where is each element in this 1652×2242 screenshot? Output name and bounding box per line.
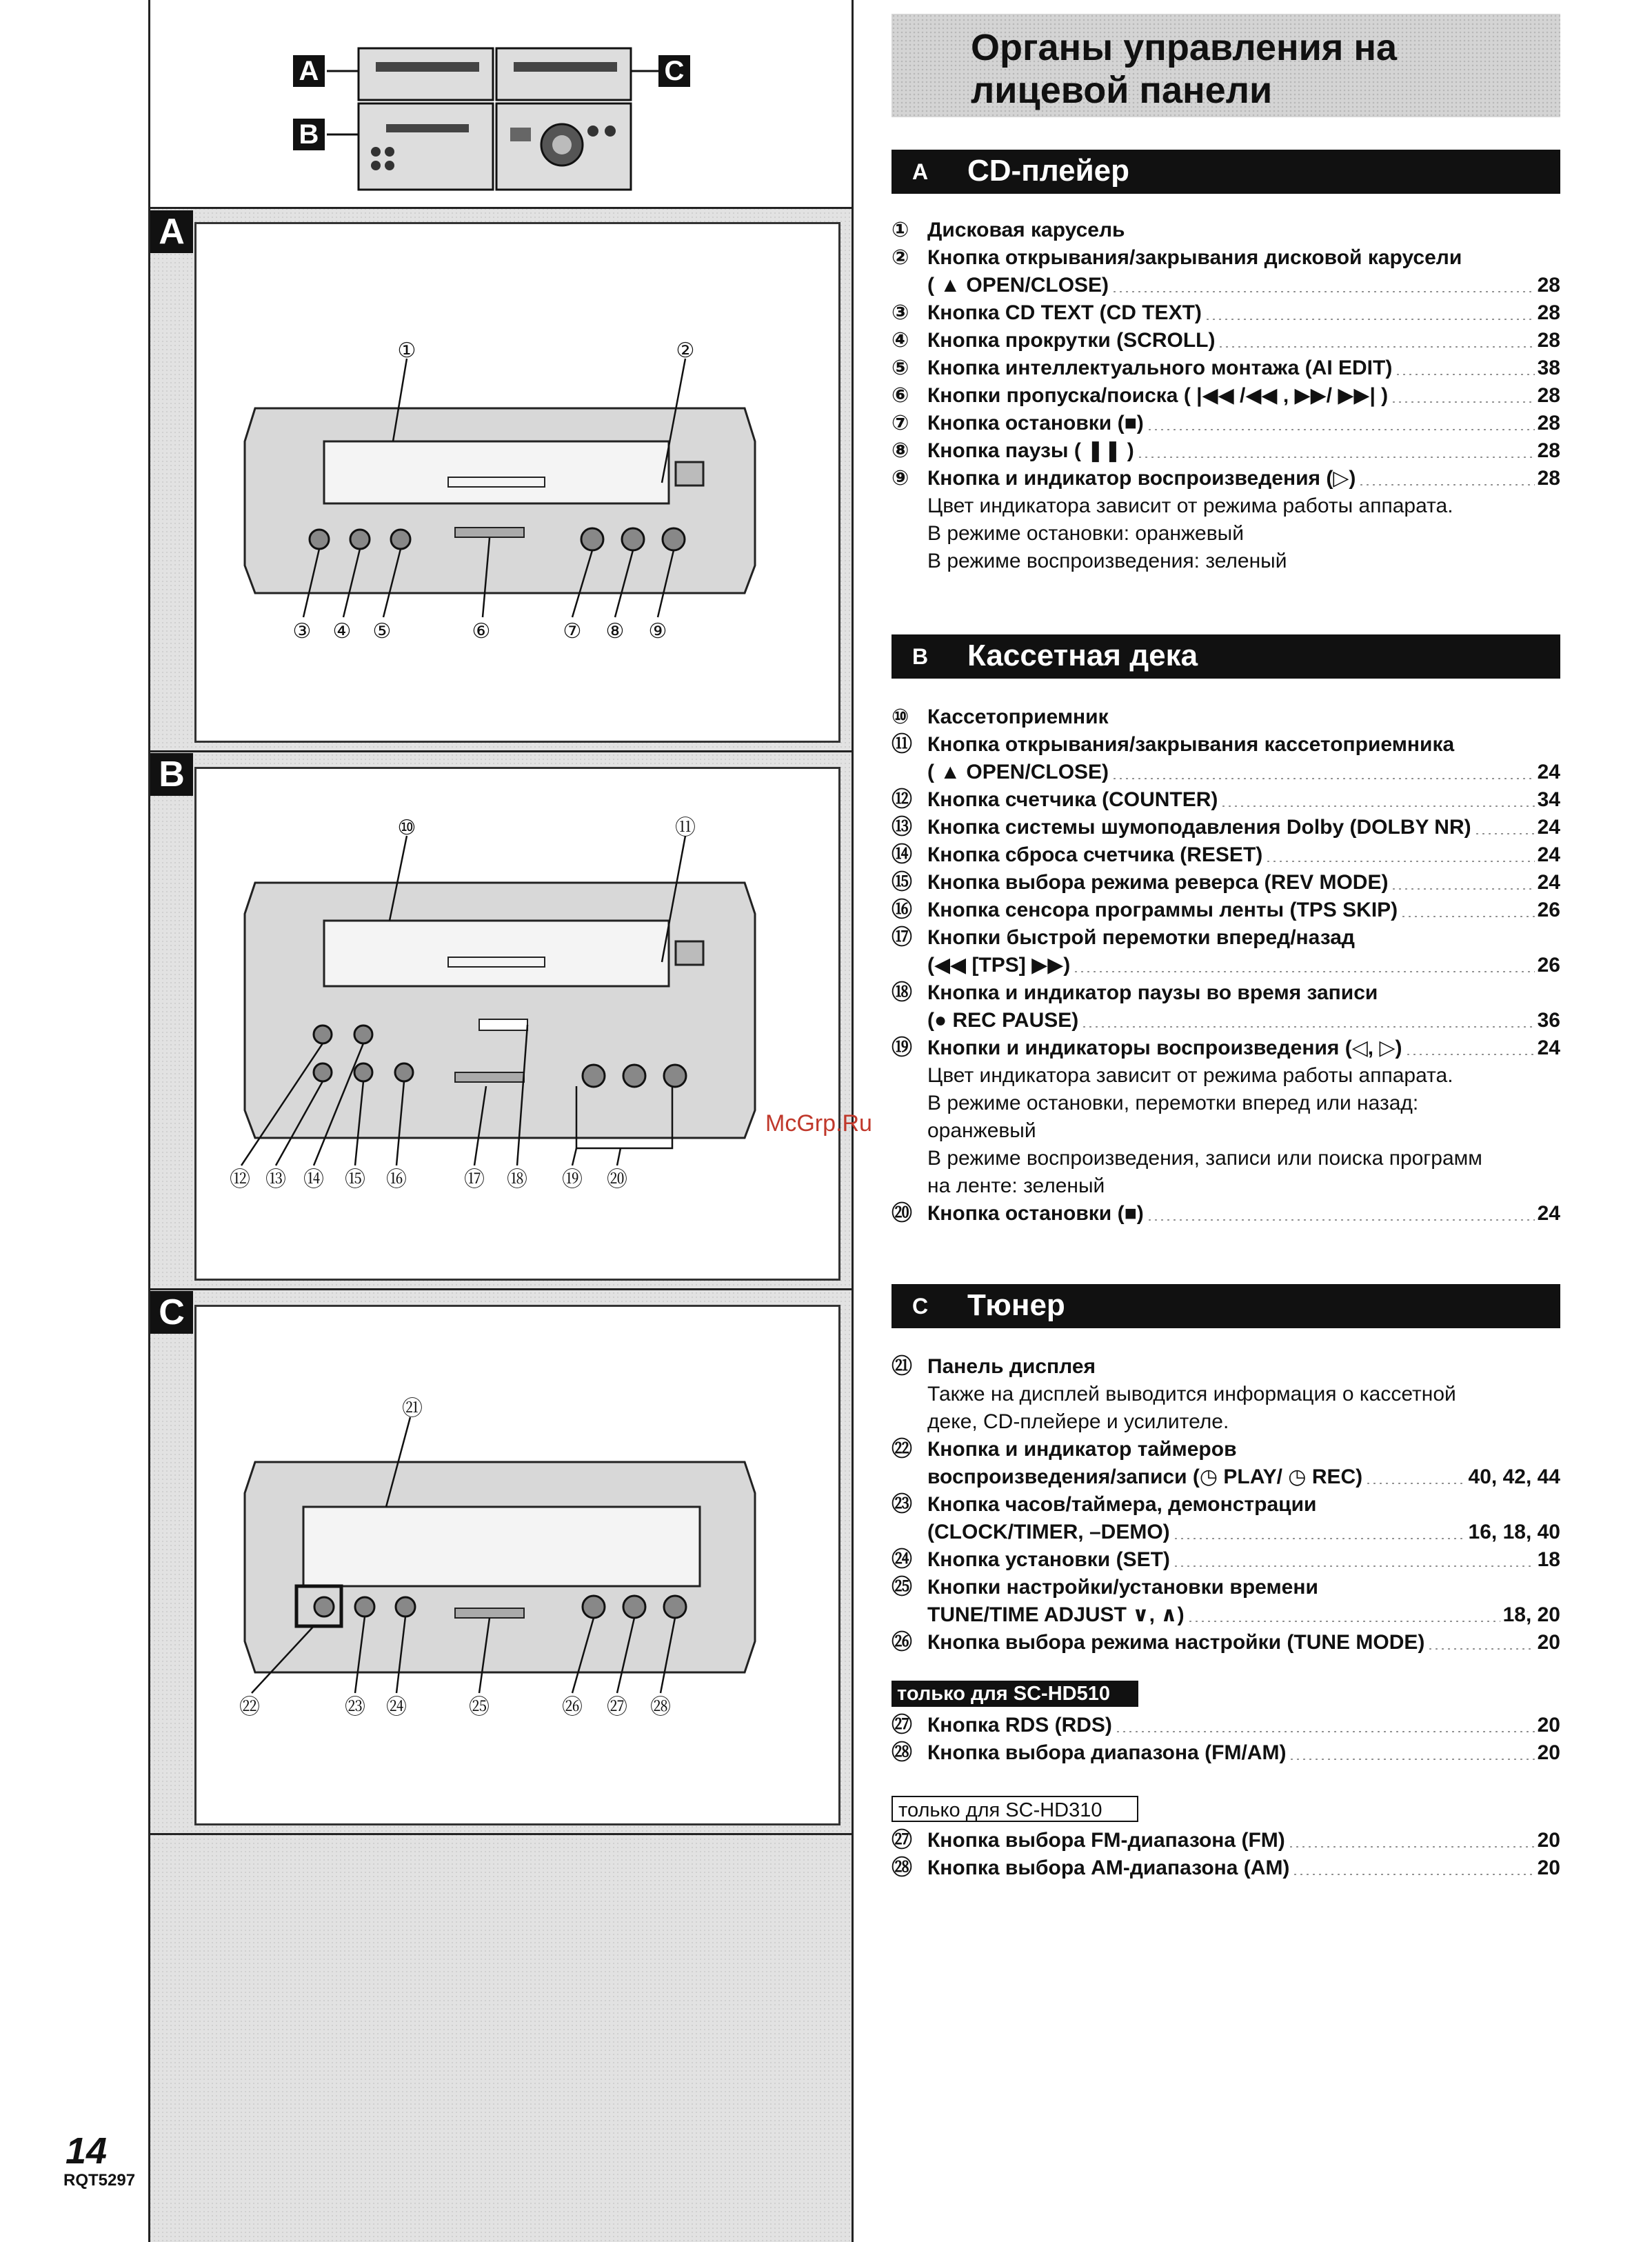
item-label: Кнопка часов/таймера, демонстрации — [927, 1493, 1317, 1516]
item-number: ⑦ — [892, 412, 909, 434]
item-page-ref: 26 — [1537, 954, 1560, 977]
diagram-letter-c: C — [150, 1291, 193, 1334]
item-number: ㉒ — [892, 1438, 912, 1461]
list-item — [892, 1574, 1560, 1601]
hd310-list — [892, 1827, 1560, 1882]
list-item — [892, 1491, 1560, 1519]
list-item — [892, 731, 1560, 759]
callout-26: ㉖ — [562, 1696, 583, 1719]
list-item — [892, 1827, 1560, 1854]
item-label: (CLOCK/TIMER, –DEMO) — [927, 1521, 1170, 1543]
callout-21: ㉑ — [402, 1397, 423, 1420]
diagram-letter-a: A — [150, 210, 193, 253]
item-label: Кнопки пропуска/поиска ( |◀◀ /◀◀ , ▶▶/ ▶▶| ) — [927, 384, 1389, 407]
item-label: Кнопка и индикатор паузы во время записи — [927, 981, 1378, 1004]
item-page-ref: 28 — [1537, 412, 1560, 434]
item-number: ⑲ — [892, 1037, 912, 1059]
document-code: RQT5297 — [63, 2171, 136, 2190]
list-item — [892, 952, 1560, 979]
note-line: В режиме остановки, перемотки вперед или назад: — [927, 1092, 1419, 1114]
item-label: Кнопка установки (SET) — [927, 1548, 1170, 1571]
item-label: Кнопка прокрутки (SCROLL) — [927, 329, 1216, 352]
section-b-header — [892, 634, 1560, 679]
item-page-ref: 28 — [1537, 467, 1560, 490]
callout-19: ⑲ — [562, 1168, 583, 1191]
list-item — [892, 299, 1560, 327]
leader-dots — [1111, 777, 1535, 780]
overview-tag-c: C — [658, 55, 690, 87]
list-item — [892, 814, 1560, 841]
list-item — [892, 1034, 1560, 1062]
item-page-ref: 24 — [1537, 871, 1560, 894]
item-number: ㉗ — [892, 1714, 912, 1736]
note-line: В режиме воспроизведения: зеленый — [927, 550, 1287, 572]
item-page-ref: 28 — [1537, 274, 1560, 297]
item-page-ref: 24 — [1537, 816, 1560, 839]
item-number: ㉓ — [892, 1493, 912, 1516]
item-number: ④ — [892, 329, 909, 352]
item-page-ref: 34 — [1537, 788, 1560, 811]
leader-dots — [1391, 888, 1535, 890]
item-label: воспроизведения/записи (◷ PLAY/ ◷ REC) — [927, 1465, 1363, 1488]
list-item — [892, 1200, 1560, 1228]
item-page-ref: 28 — [1537, 329, 1560, 352]
item-label: Кнопка выбора AM-диапазона (AM) — [927, 1856, 1290, 1879]
list-item — [892, 327, 1560, 354]
item-number: ② — [892, 246, 909, 269]
callout-28: ㉘ — [650, 1696, 671, 1719]
callout-12: ⑫ — [230, 1168, 250, 1191]
item-label: (◀◀ [TPS] ▶▶) — [927, 954, 1071, 977]
overview-tag-b: B — [293, 119, 325, 150]
item-page-ref: 24 — [1537, 843, 1560, 866]
item-page-ref: 38 — [1537, 357, 1560, 379]
list-item — [892, 897, 1560, 924]
leader-dots — [1073, 970, 1535, 973]
item-number: ⑩ — [892, 705, 909, 728]
item-number: ㉖ — [892, 1631, 912, 1654]
item-label: Кнопки быстрой перемотки вперед/назад — [927, 926, 1355, 949]
item-label: Кнопка выбора FM-диапазона (FM) — [927, 1829, 1285, 1852]
leader-dots — [1391, 401, 1535, 403]
list-item — [892, 217, 1560, 244]
callout-24: ㉔ — [386, 1696, 407, 1719]
item-number: ① — [892, 219, 909, 241]
item-page-ref: 24 — [1537, 1202, 1560, 1225]
callout-20: ⑳ — [607, 1168, 627, 1191]
callout-17: ⑰ — [464, 1168, 485, 1191]
list-item — [892, 841, 1560, 869]
note-line: Цвет индикатора зависит от режима работы аппарата. — [927, 1064, 1453, 1087]
item-number: ⑥ — [892, 384, 909, 407]
leader-dots — [1187, 1620, 1500, 1623]
overview-tag-a: A — [293, 55, 325, 87]
item-label: Кнопка паузы ( ❚❚ ) — [927, 439, 1134, 462]
callout-22: ㉒ — [239, 1696, 260, 1719]
item-label: Кнопка сброса счетчика (RESET) — [927, 843, 1263, 866]
callout-15: ⑮ — [345, 1168, 365, 1191]
item-page-ref: 18 — [1537, 1548, 1560, 1571]
item-number: ⑯ — [892, 899, 912, 921]
item-label: Дисковая карусель — [927, 219, 1125, 241]
callout-10: ⑩ — [397, 817, 416, 839]
list-item — [892, 1463, 1560, 1491]
list-item — [892, 272, 1560, 299]
note-line: на ленте: зеленый — [927, 1174, 1105, 1197]
callout-23: ㉓ — [345, 1696, 365, 1719]
item-label: Кнопка RDS (RDS) — [927, 1714, 1112, 1736]
watermark: McGrp.Ru — [765, 1110, 872, 1137]
callout-7: ⑦ — [563, 620, 582, 643]
section-b-letter: B — [912, 644, 929, 669]
tuner-chassis — [245, 1462, 755, 1672]
callout-2: ② — [676, 339, 695, 362]
callout-27: ㉗ — [607, 1696, 627, 1719]
list-item — [892, 1007, 1560, 1034]
hd510-list — [892, 1712, 1560, 1767]
item-number: ⑧ — [892, 439, 909, 462]
leader-dots — [1147, 1219, 1535, 1221]
item-label: Кнопка системы шумоподавления Dolby (DOLBY NR) — [927, 816, 1471, 839]
list-item — [892, 354, 1560, 382]
item-number: ㉘ — [892, 1856, 912, 1879]
note-line: Цвет индикатора зависит от режима работы аппарата. — [927, 494, 1453, 517]
leader-dots — [1173, 1565, 1535, 1568]
leader-dots — [1400, 915, 1535, 918]
item-label: Кнопки и индикаторы воспроизведения (◁, ▷) — [927, 1037, 1402, 1059]
section-c-letter: C — [912, 1294, 929, 1319]
list-item — [892, 979, 1560, 1007]
model-tag-hd310: только для SC-HD310 — [892, 1796, 1138, 1822]
item-page-ref: 28 — [1537, 301, 1560, 324]
leader-dots — [1115, 1730, 1535, 1733]
section-a-header — [892, 150, 1560, 194]
list-item — [892, 1854, 1560, 1882]
item-label: Кнопка счетчика (COUNTER) — [927, 788, 1218, 811]
leader-dots — [1405, 1053, 1535, 1056]
item-page-ref: 20 — [1537, 1631, 1560, 1654]
leader-dots — [1147, 428, 1535, 431]
leader-dots — [1474, 832, 1535, 835]
item-number: ㉗ — [892, 1829, 912, 1852]
item-label: Кнопка интеллектуального монтажа (AI EDIT) — [927, 357, 1393, 379]
item-label: Кнопка открывания/закрывания кассетоприемника — [927, 733, 1455, 756]
model-tag-hd510: только для SC-HD510 — [892, 1681, 1138, 1707]
item-number: ⑫ — [892, 788, 912, 811]
leader-dots — [1289, 1758, 1535, 1761]
item-label: Кассетоприемник — [927, 705, 1109, 728]
note-line: В режиме остановки: оранжевый — [927, 522, 1244, 545]
section-b-list — [892, 703, 1560, 1228]
item-label: ( ▲ OPEN/CLOSE) — [927, 761, 1109, 783]
leader-dots — [1288, 1845, 1535, 1848]
item-label: Кнопка выбора режима реверса (REV MODE) — [927, 871, 1389, 894]
item-page-ref: 26 — [1537, 899, 1560, 921]
item-label: ( ▲ OPEN/CLOSE) — [927, 274, 1109, 297]
item-number: ⑤ — [892, 357, 909, 379]
callout-11: ⑪ — [675, 817, 696, 839]
list-item — [892, 244, 1560, 272]
leader-dots — [1265, 860, 1535, 863]
list-item — [892, 1436, 1560, 1463]
leader-dots — [1292, 1873, 1535, 1876]
leader-dots — [1427, 1648, 1535, 1650]
item-label: Кнопка выбора режима настройки (TUNE MODE) — [927, 1631, 1425, 1654]
leader-dots — [1395, 373, 1535, 376]
item-label: Кнопка остановки (■) — [927, 1202, 1144, 1225]
page-title: Органы управления на лицевой панели — [971, 27, 1397, 111]
note-line: Также на дисплей выводится информация о кассетной — [927, 1383, 1456, 1405]
leader-dots — [1173, 1537, 1466, 1540]
item-page-ref: 24 — [1537, 761, 1560, 783]
item-number: ⑪ — [892, 733, 912, 756]
item-number: ㉕ — [892, 1576, 912, 1599]
item-page-ref: 18, 20 — [1502, 1603, 1560, 1626]
item-label: Кнопка и индикатор таймеров — [927, 1438, 1237, 1461]
item-number: ⑮ — [892, 871, 912, 894]
item-label: Кнопка и индикатор воспроизведения (▷) — [927, 467, 1356, 490]
note-line: В режиме воспроизведения, записи или поиска программ — [927, 1147, 1482, 1170]
callout-1: ① — [397, 339, 416, 362]
callout-13: ⑬ — [265, 1168, 286, 1191]
list-item — [892, 1739, 1560, 1767]
item-page-ref: 16, 18, 40 — [1468, 1521, 1560, 1543]
callout-16: ⑯ — [386, 1168, 407, 1191]
callout-4: ④ — [332, 620, 352, 643]
item-page-ref: 28 — [1537, 439, 1560, 462]
list-item — [892, 786, 1560, 814]
leader-dots — [1365, 1482, 1466, 1485]
list-item — [892, 869, 1560, 897]
item-number: ③ — [892, 301, 909, 324]
page-number: 14 — [66, 2130, 108, 2172]
section-c-list — [892, 1353, 1560, 1657]
page-title-block — [892, 14, 1560, 117]
diagram-letter-b: B — [150, 753, 193, 796]
callout-6: ⑥ — [472, 620, 491, 643]
list-item — [892, 437, 1560, 465]
item-page-ref: 20 — [1537, 1856, 1560, 1879]
item-label: Кнопки настройки/установки времени — [927, 1576, 1318, 1599]
item-number: ⑭ — [892, 843, 912, 866]
section-b-title: Кассетная дека — [967, 639, 1198, 672]
leader-dots — [1205, 318, 1535, 321]
callout-18: ⑱ — [507, 1168, 527, 1191]
item-number: ⑱ — [892, 981, 912, 1004]
section-a-letter: A — [912, 159, 929, 184]
list-item — [892, 703, 1560, 731]
callout-9: ⑨ — [648, 620, 667, 643]
list-item — [892, 759, 1560, 786]
list-item — [892, 1712, 1560, 1739]
section-c-title: Тюнер — [967, 1288, 1065, 1322]
leader-dots — [1218, 346, 1535, 348]
section-a-list — [892, 217, 1560, 575]
list-item — [892, 465, 1560, 492]
item-number: ⑬ — [892, 816, 912, 839]
leader-dots — [1358, 483, 1535, 486]
list-item — [892, 382, 1560, 410]
section-a-title: CD-плейер — [967, 154, 1130, 188]
item-label: Кнопка открывания/закрывания дисковой карусели — [927, 246, 1462, 269]
callout-8: ⑧ — [605, 620, 625, 643]
leader-dots — [1081, 1025, 1535, 1028]
item-page-ref: 28 — [1537, 384, 1560, 407]
item-page-ref: 20 — [1537, 1714, 1560, 1736]
item-page-ref: 20 — [1537, 1829, 1560, 1852]
item-number: ㉘ — [892, 1741, 912, 1764]
leader-dots — [1137, 456, 1535, 459]
item-page-ref: 24 — [1537, 1037, 1560, 1059]
list-item — [892, 1629, 1560, 1657]
item-label: Кнопка сенсора программы ленты (TPS SKIP) — [927, 899, 1398, 921]
item-number: ㉔ — [892, 1548, 912, 1571]
leader-dots — [1220, 805, 1535, 808]
list-item — [892, 410, 1560, 437]
list-item — [892, 1519, 1560, 1546]
list-item — [892, 1601, 1560, 1629]
note-line: оранжевый — [927, 1119, 1036, 1142]
item-page-ref: 36 — [1537, 1009, 1560, 1032]
section-c-header — [892, 1284, 1560, 1328]
item-label: Кнопка остановки (■) — [927, 412, 1144, 434]
list-item: ㉑ Панель дисплея — [892, 1355, 1096, 1378]
item-label: Кнопка выбора диапазона (FM/AM) — [927, 1741, 1287, 1764]
callout-5: ⑤ — [372, 620, 392, 643]
note-line: деке, CD-плейере и усилителе. — [927, 1410, 1229, 1433]
item-label: (● REC PAUSE) — [927, 1009, 1079, 1032]
item-number: ⑨ — [892, 467, 909, 490]
callout-25: ㉕ — [469, 1696, 490, 1719]
item-number: ⑰ — [892, 926, 912, 949]
item-label: TUNE/TIME ADJUST ∨, ∧) — [927, 1603, 1185, 1626]
callout-14: ⑭ — [303, 1168, 324, 1191]
callout-3: ③ — [292, 620, 312, 643]
list-item — [892, 1546, 1560, 1574]
item-page-ref: 20 — [1537, 1741, 1560, 1764]
list-item — [892, 924, 1560, 952]
item-number: ⑳ — [892, 1202, 912, 1225]
item-label: Кнопка CD TEXT (CD TEXT) — [927, 301, 1202, 324]
item-page-ref: 40, 42, 44 — [1468, 1465, 1560, 1488]
leader-dots — [1111, 290, 1535, 293]
